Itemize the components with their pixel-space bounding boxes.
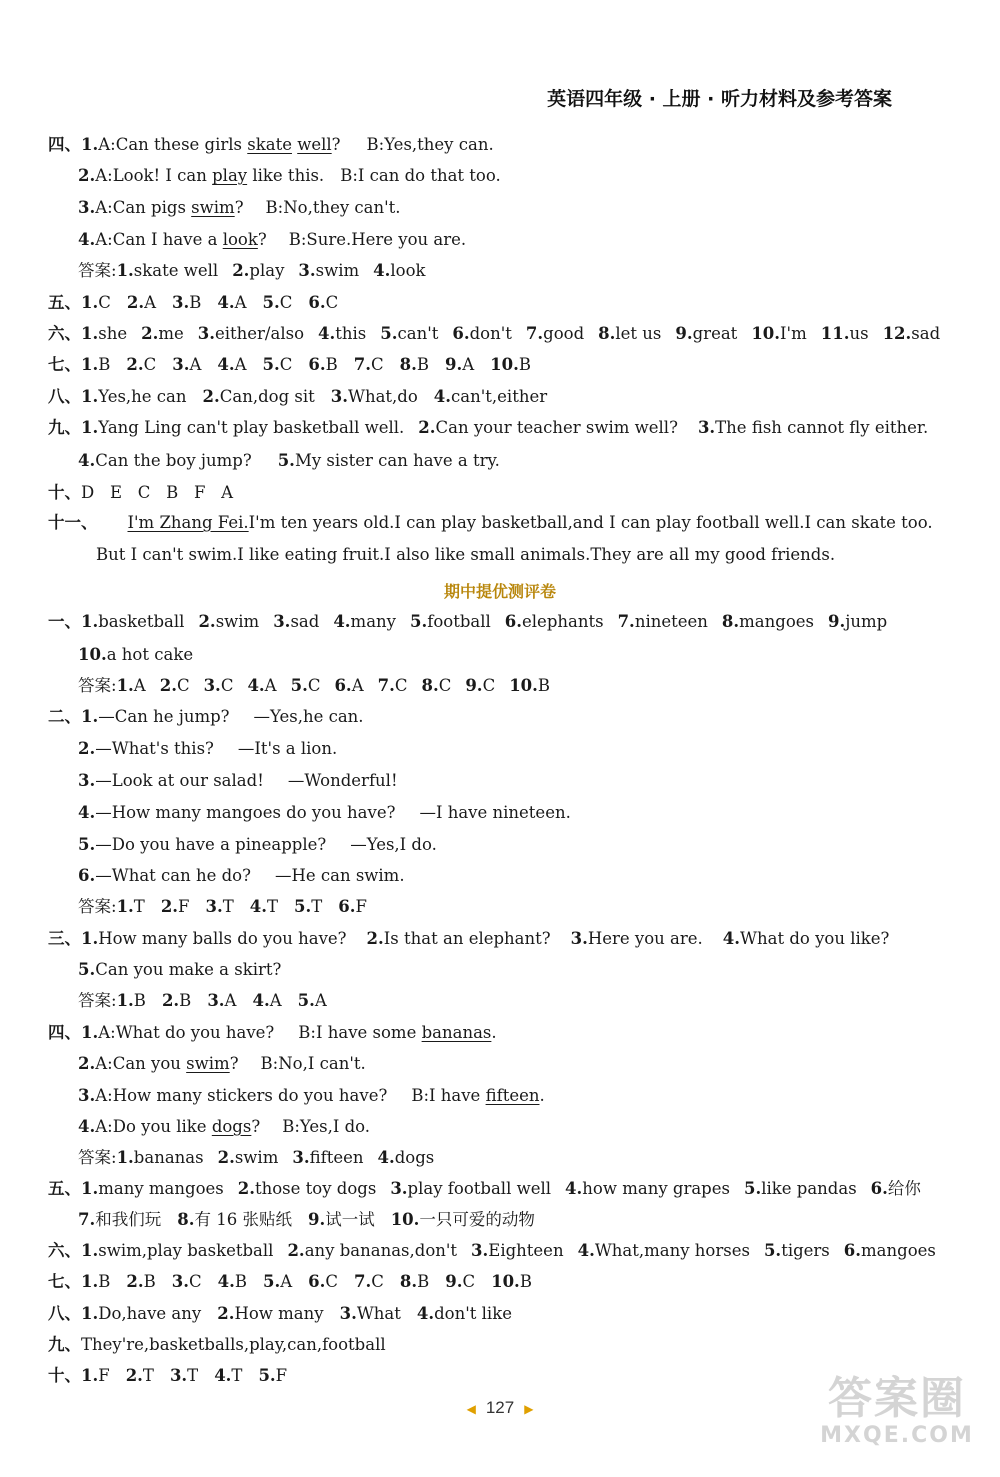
s4-answers: 答案:1.skate well 2.play 3.swim 4.look	[78, 261, 426, 280]
s8: 八、1.Yes,he can 2.Can,dog sit 3.What,do 4.can't,either	[48, 387, 548, 406]
m2-q5: 5.—Do you have a pineapple? —Yes,I do.	[78, 835, 437, 854]
s4-q1: 四、1.A:Can these girls skate well? B:Yes,they can.	[48, 135, 494, 154]
m2-q3: 3.—Look at our salad! —Wonderful!	[78, 771, 398, 790]
s4-q4: 4.A:Can I have a look? B:Sure.Here you are.	[78, 230, 467, 249]
watermark-logo	[812, 1375, 982, 1455]
m9: 九、They're,basketballs,play,can,football	[48, 1335, 386, 1354]
m1-line2: 10.a hot cake	[78, 645, 194, 664]
m3-line1: 三、1.How many balls do you have? 2.Is that an elephant? 3.Here you are. 4.What do you like?	[48, 929, 890, 948]
s9-line2: 4.Can the boy jump? 5.My sister can have a try.	[78, 451, 500, 470]
s4-q2: 2.A:Look! I can play like this. B:I can do that too.	[78, 166, 501, 185]
watermark-text: 答案圈	[828, 1373, 966, 1424]
m2-q1: 二、1.—Can he jump? —Yes,he can.	[48, 707, 364, 726]
m3-line2: 5.Can you make a skirt?	[78, 960, 282, 979]
right-arrow-icon: ▶	[524, 1402, 534, 1416]
m4-q1: 四、1.A:What do you have? B:I have some bananas.	[48, 1023, 497, 1042]
m2-q6: 6.—What can he do? —He can swim.	[78, 866, 405, 885]
m5-line1: 五、1.many mangoes 2.those toy dogs 3.play football well 4.how many grapes 5.like pandas 6.给你	[48, 1179, 921, 1198]
m5-line2: 7.和我们玩 8.有 16 张贴纸 9.试一试 10.一只可爱的动物	[78, 1210, 535, 1229]
page-header: 英语四年级 · 上册 · 听力材料及参考答案	[547, 88, 892, 110]
s11-line2: But I can't swim.I like eating fruit.I also like small animals.They are all my good friends.	[96, 545, 836, 564]
m4-q4: 4.A:Do you like dogs? B:Yes,I do.	[78, 1117, 371, 1136]
s6: 六、1.she 2.me 3.either/also 4.this 5.can't 6.don't 7.good 8.let us 9.great 10.I'm 11.us 12.sad	[48, 324, 941, 343]
m4-q3: 3.A:How many stickers do you have? B:I have fifteen.	[78, 1086, 545, 1105]
m4-answers: 答案:1.bananas 2.swim 3.fifteen 4.dogs	[78, 1148, 435, 1167]
s10: 十、D E C B F A	[48, 483, 234, 502]
m3-answers: 答案:1.B 2.B 3.A 4.A 5.A	[78, 991, 327, 1010]
m6: 六、1.swim,play basketball 2.any bananas,don't 3.Eighteen 4.What,many horses 5.tigers 6.mangoes	[48, 1241, 936, 1260]
s11-line1: 十一、 I'm Zhang Fei.I'm ten years old.I can play basketball,and I can play football well.I can skate too.	[48, 513, 933, 532]
m2-q4: 4.—How many mangoes do you have? —I have nineteen.	[78, 803, 571, 822]
s4-q3: 3.A:Can pigs swim? B:No,they can't.	[78, 198, 401, 217]
m10: 十、1.F 2.T 3.T 4.T 5.F	[48, 1366, 288, 1385]
m1-line1: 一、1.basketball 2.swim 3.sad 4.many 5.football 6.elephants 7.nineteen 8.mangoes 9.jump	[48, 612, 888, 631]
m7: 七、1.B 2.B 3.C 4.B 5.A 6.C 7.C 8.B 9.C 10.B	[48, 1272, 532, 1291]
left-arrow-icon: ◀	[466, 1402, 476, 1416]
m4-q2: 2.A:Can you swim? B:No,I can't.	[78, 1054, 366, 1073]
s7: 七、1.B 2.C 3.A 4.A 5.C 6.B 7.C 8.B 9.A 10.B	[48, 355, 532, 374]
page-number: ◀ 127 ▶	[466, 1398, 534, 1417]
m2-answers: 答案:1.T 2.F 3.T 4.T 5.T 6.F	[78, 897, 367, 916]
s5: 五、1.C 2.A 3.B 4.A 5.C 6.C	[48, 293, 339, 312]
m1-answers: 答案:1.A 2.C 3.C 4.A 5.C 6.A 7.C 8.C 9.C 10.B	[78, 676, 551, 695]
watermark-url: MXQE.COM	[820, 1423, 974, 1448]
m8: 八、1.Do,have any 2.How many 3.What 4.don't like	[48, 1304, 512, 1323]
m2-q2: 2.—What's this? —It's a lion.	[78, 739, 338, 758]
s9-line1: 九、1.Yang Ling can't play basketball well. 2.Can your teacher swim well? 3.The fish cannot fly either.	[48, 418, 929, 437]
midterm-title: 期中提优测评卷	[443, 582, 556, 601]
